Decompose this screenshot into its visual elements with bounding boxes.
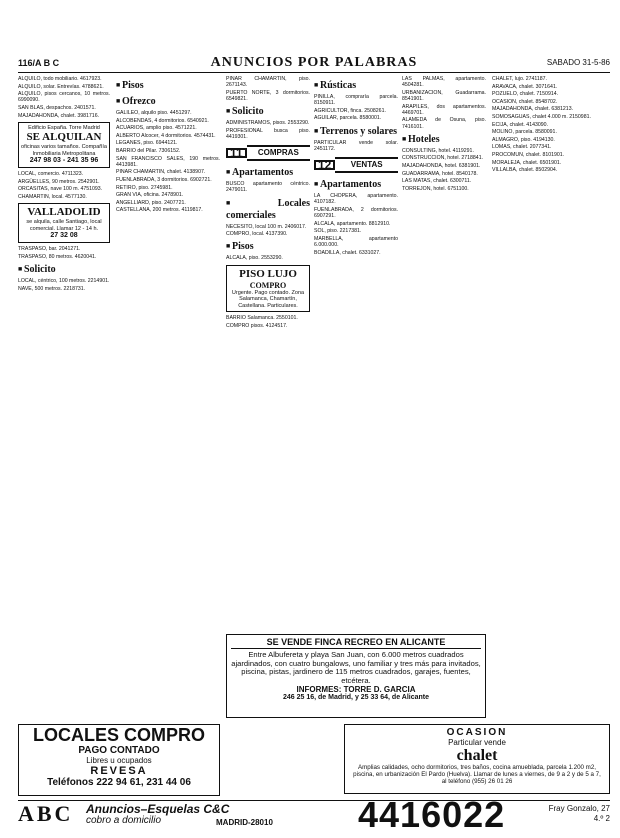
ad-text: PARTICULAR vende solar. 2451172. — [314, 139, 398, 152]
ad-text: ALCALA, piso. 2553290. — [226, 255, 283, 262]
ad-text: MORALEJA, chalet. 6501901. — [492, 159, 562, 166]
ad-text: ANGELLIARD, piso. 2407721. — [116, 199, 186, 206]
section-heading: ■ Terrenos y solares — [314, 125, 398, 138]
box-text: oficinas varios tamaños. Compañía Inmobiliaria Metropolitana — [21, 144, 107, 157]
box-phone: 247 98 03 - 241 35 96 — [29, 157, 99, 165]
section-heading: ■ Apartamentos — [314, 178, 398, 191]
box-title: Edificio España. Torre Madrid — [28, 124, 100, 131]
footer-city: MADRID-28010 — [216, 818, 273, 827]
ad-text: BARRIO del Pilar. 7306152. — [116, 147, 181, 154]
valladolid-ad-box — [18, 203, 110, 243]
ad-text: TRASPASO, bar. 2041271. — [18, 246, 81, 253]
ad-text: ARGÜELLES, 90 metros. 2542901. — [18, 178, 100, 185]
ad-text: CHALET, lujo. 2741187. — [492, 76, 547, 82]
ad-text: FUENLABRADA, 2 dormitorios. 6907291. — [314, 206, 398, 219]
alquilan-ad-box — [18, 122, 110, 169]
column-2 — [116, 76, 220, 626]
locales-name: REVESA — [90, 765, 148, 777]
ad-text: LAS PALMAS, apartamento. 4504281. — [402, 76, 486, 89]
box-subheadline: COMPRO — [249, 280, 287, 290]
box-headline: SE ALQUILAN — [26, 131, 102, 144]
ad-text: GALILEO, alquilo piso. 4451297. — [116, 110, 192, 116]
page-title: ANUNCIOS POR PALABRAS — [210, 55, 418, 70]
finca-ad-box — [226, 634, 486, 718]
finca-phones: 246 25 16, de Madrid, y 25 33 64, de Alicante — [282, 694, 430, 702]
ad-text: OCASION, chalet. 8548702. — [492, 98, 558, 105]
locales-phones: Teléfonos 222 94 61, 231 44 06 — [47, 777, 191, 788]
footer-address-line2: 4.º 2 — [593, 814, 610, 823]
ad-text: MARBELLA, apartamento 6.000.000. — [314, 235, 398, 248]
ad-text: ALBERTO Alcocer, 4 dormitorios. 4574431. — [116, 132, 216, 139]
ad-text: ACUARIOS, amplio piso. 4571221. — [116, 125, 197, 132]
section-subheading: ■ Ofrezco — [116, 95, 220, 108]
ad-text: ALQUILO, solar. Entrevías. 4788621. — [18, 83, 104, 90]
ad-text: ADMINISTRAMOS, pisos. 2553290. — [226, 120, 310, 127]
footer-service: Anuncios–Esquelas C&C — [86, 802, 230, 816]
section-heading: ■ Solicito — [18, 263, 110, 276]
ad-text: SAN FRANCISCO SALES, 190 metros. 4413981. — [116, 155, 220, 168]
ad-text: BUSCO apartamento céntrico. 2479011. — [226, 181, 310, 194]
ad-text: MOLINO, parcela. 8580091. — [492, 129, 557, 136]
box-headline: VALLADOLID — [27, 206, 101, 219]
ad-text: LOCAL, céntrico, 100 metros. 2214901. — [18, 278, 110, 285]
ad-text: ORCASITAS, nave 100 m. 4751093. — [18, 186, 103, 193]
piso-lujo-ad-box — [226, 265, 310, 313]
category-header-compras — [226, 144, 310, 162]
ad-text: MAJADAHONDA, chalet. 3981716. — [18, 112, 100, 119]
ad-text: ALMAGRO, piso. 4194130. — [492, 136, 555, 143]
page-footer — [18, 794, 610, 835]
category-number: 11 — [226, 148, 247, 158]
footer-address-line1: Fray Gonzalo, 27 — [548, 804, 610, 813]
section-heading: ■ Hoteles — [402, 133, 486, 146]
page-date: SABADO 31-5-86 — [546, 58, 610, 67]
finca-info: INFORMES: TORRE D. GARCIA — [296, 685, 416, 695]
column-3 — [226, 76, 310, 626]
box-phone: 27 32 08 — [50, 232, 78, 240]
ad-text: COMPRO pisos. 4124517. — [226, 322, 288, 329]
ad-text: PROFESIONAL busca piso. 4419301. — [226, 127, 310, 140]
ad-text: ALCOBENDAS, 4 dormitorios. 6540921. — [116, 117, 209, 124]
ad-text: ARAPILES, dos apartamentos. 4469701. — [402, 103, 486, 116]
finca-text: Entre Albufereta y playa San Juan, con 6.000 metros cuadrados ajardinados, con cuatro bungalows, uno familiar y tres más para invitados, piscina, pistas, jardinero de 115 metros cuadrados, garajes, fuentes, etcétera. — [231, 650, 481, 685]
ad-text: ALQUILO, pisos cercanos, 10 metros. 6990090. — [18, 91, 110, 104]
ad-text: PUERTO NORTE, 3 dormitorios. 6549821. — [226, 89, 310, 102]
ad-text: CHAMARTIN, local. 4577130. — [18, 194, 87, 201]
ad-text: POZUELO, chalet. 7150914. — [492, 91, 559, 98]
ad-text: CONSULTING, hotel. 4119291. — [402, 147, 474, 154]
page-number: 116/A B C — [18, 58, 60, 68]
section-heading: ■ Locales comerciales — [226, 197, 310, 222]
column-4 — [314, 76, 398, 626]
ad-text: FUENLABRADA, 3 dormitorios. 6902721. — [116, 176, 212, 183]
locales-compro-box — [18, 724, 220, 796]
ocasion-sub: Particular vende — [448, 738, 506, 747]
column-5 — [402, 76, 486, 626]
ad-text: COMPRO, local. 4137390. — [226, 231, 288, 238]
locales-sub: PAGO CONTADO — [78, 745, 160, 756]
ad-text: SOMOSAGUAS, chalet 4.000 m. 2150981. — [492, 113, 591, 120]
section-heading: ■ Apartamentos — [226, 166, 310, 179]
ocasion-chalet-box — [344, 724, 610, 794]
locales-sub2: Libres u ocupados — [86, 756, 152, 765]
ad-text: TRASPASO, 80 metros. 4620041. — [18, 253, 97, 260]
ad-text: PROCOMUN, chalet. 8101901. — [492, 151, 565, 158]
ad-text: ALQUILO, todo mobiliario. 4617923. — [18, 76, 102, 82]
category-label: VENTAS — [335, 157, 398, 173]
category-number: 12 — [314, 160, 335, 170]
section-heading: ■ Pisos — [226, 240, 310, 253]
ocasion-headline: chalet — [456, 747, 498, 764]
category-label: COMPRAS — [247, 145, 310, 161]
ad-text: NECESITO, local 100 m. 2406017. — [226, 223, 307, 230]
locales-title: LOCALES COMPRO — [32, 725, 205, 745]
box-text: Urgente. Pago contado. Zona Salamanca, Chamartín, Castellana. Particulares. — [231, 289, 305, 309]
ad-text: CONSTRUCCION, hotel. 2718841. — [402, 155, 484, 162]
ad-text: GUADARRAMA, hotel. 8540178. — [402, 170, 478, 177]
ocasion-text: Amplias calidades, ocho dormitorios, tres baños, cocina amueblada, parcela 1.200 m2, piscina, en urbanización El Pardo (Huelva). Llamar de lunes a viernes, de 9 a 2 y de 5 a 7, al teléfono (955) 26 01 26 — [353, 764, 601, 785]
ad-text: ALCALA, apartamento. 8812910. — [314, 220, 391, 227]
ad-text: ARAVACA, chalet. 3071641. — [492, 83, 558, 90]
finca-title: SE VENDE FINCA RECREO EN ALICANTE — [231, 637, 481, 649]
abc-logo: ABC — [18, 801, 74, 826]
column-6 — [492, 76, 610, 716]
ocasion-title: OCASION — [446, 727, 508, 738]
ad-text: LA CHOPERA, apartamento. 4107182. — [314, 193, 398, 206]
category-header-ventas — [314, 156, 398, 174]
ad-text: RETIRO, piso. 2745981. — [116, 184, 173, 191]
section-heading: ■ Rústicas — [314, 79, 398, 92]
ad-text: PINAR CHAMARTIN, piso. 2671143. — [226, 76, 310, 89]
ad-text: ECIJA, chalet. 4143090. — [492, 121, 548, 128]
ad-text: BOADILLA, chalet. 6331027. — [314, 249, 381, 256]
box-headline: PISO LUJO — [239, 267, 297, 280]
ad-text: PINAR CHAMARTIN, chalet. 4138907. — [116, 169, 206, 176]
ad-text: MAJADAHONDA, hotel. 6381901. — [402, 162, 481, 169]
footer-address — [549, 804, 610, 824]
ad-text: NAVE, 500 metros. 2218731. — [18, 285, 86, 292]
ad-text: VILLALBA, chalet. 8502904. — [492, 167, 558, 174]
ad-text: URBANIZACION, Guadarrama. 8541901. — [402, 89, 486, 102]
ad-text: MAJADAHONDA, chalet. 6381213. — [492, 106, 574, 113]
section-heading: ■ Pisos — [116, 79, 220, 92]
ad-text: ALAMEDA de Osuna, piso. 7416101. — [402, 117, 486, 130]
ad-text: LAS MATAS, chalet. 6300711. — [402, 178, 472, 185]
page-header — [18, 55, 610, 73]
ad-text: LOCAL, comercio. 4711323. — [18, 171, 84, 178]
column-1 — [18, 76, 110, 554]
ad-text: AGUILAR, parcela. 8580001. — [314, 115, 382, 122]
ad-text: SOL, piso. 2217381. — [314, 228, 362, 235]
box-text: se alquila, calle Santiago, local comercial. Llamar 12 - 14 h. — [26, 219, 102, 232]
ad-text: PINILLA, compraría parcela. 8150911. — [314, 94, 398, 107]
ad-text: LOMAS, chalet. 2077341. — [492, 144, 552, 151]
ad-text: BARRIO Salamanca. 2550101. — [226, 315, 298, 322]
footer-phone: 4416022 — [358, 794, 506, 835]
ad-text: GRAN VIA, oficina. 2478901. — [116, 192, 184, 199]
ad-text: CASTELLANA, 200 metros. 4119817. — [116, 207, 203, 214]
ad-text: AGRICULTOR, finca. 2508261. — [314, 107, 386, 114]
ad-text: SAN BLAS, despachos. 2401571. — [18, 104, 96, 111]
section-heading: ■ Solicito — [226, 105, 310, 118]
ad-text: TORREJON, hotel. 6751100. — [402, 185, 469, 192]
footer-service-sub: cobro a domicilio — [86, 815, 162, 826]
ad-text: LEGANES, piso. 6944121. — [116, 140, 178, 147]
